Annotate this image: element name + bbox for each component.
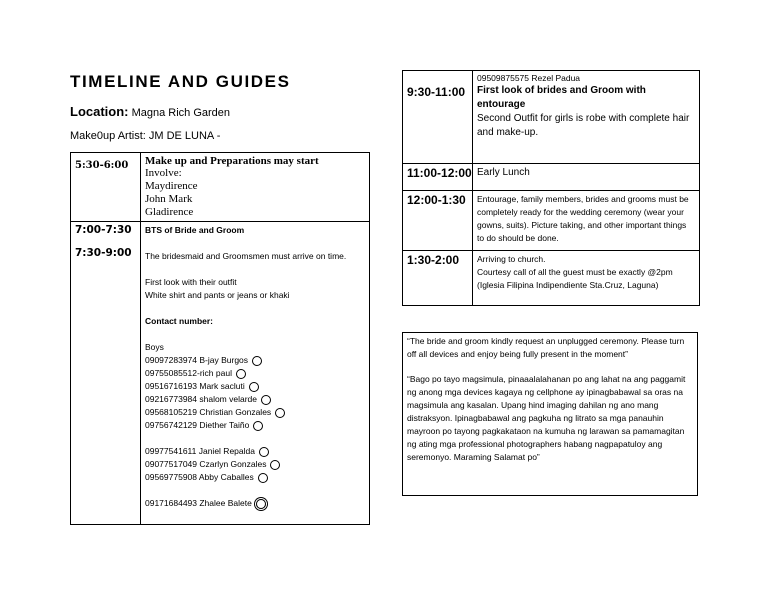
location-label: Location: bbox=[70, 104, 129, 119]
time-label: 7:00-7:30 bbox=[75, 224, 132, 236]
time-cell bbox=[71, 222, 141, 525]
contact-text: 09569775908 Abby Caballes bbox=[145, 472, 254, 482]
notice-english: “The bride and groom kindly request an unplugged ceremony. Please turn off all devices and enjoy being fully present in the moment” bbox=[407, 336, 685, 359]
contact-entry bbox=[145, 419, 365, 432]
right-schedule-table bbox=[402, 70, 700, 306]
spacer bbox=[145, 484, 365, 497]
activity-line: Gladirence bbox=[145, 206, 194, 218]
time-cell bbox=[403, 71, 473, 164]
time-cell bbox=[403, 251, 473, 306]
boys-label: Boys bbox=[145, 342, 164, 352]
contact-text: 09509875575 Rezel Padua bbox=[477, 73, 581, 83]
activity-cell bbox=[473, 71, 700, 164]
activity-heading: BTS of Bride and Groom bbox=[145, 225, 245, 235]
left-schedule-table bbox=[70, 152, 370, 525]
spacer bbox=[145, 302, 365, 315]
contact-label: Contact number: bbox=[145, 316, 213, 326]
contact-text: 09755085512-rich paul bbox=[145, 368, 232, 378]
activity-cell bbox=[141, 153, 370, 222]
circle-icon bbox=[256, 499, 266, 509]
contact-text: 09097283974 B-jay Burgos bbox=[145, 355, 249, 365]
contact-text: 09977541611 Janiel Repalda bbox=[145, 446, 255, 456]
contact-entry bbox=[145, 471, 365, 484]
contact-entry bbox=[145, 406, 365, 419]
spacer bbox=[145, 432, 365, 445]
spacer bbox=[145, 263, 365, 276]
schedule-row bbox=[71, 222, 370, 525]
contact-entry bbox=[145, 458, 365, 471]
circle-icon bbox=[261, 395, 271, 405]
circle-icon bbox=[259, 447, 269, 457]
time-label: 1:30-2:00 bbox=[407, 253, 460, 267]
activity-cell bbox=[473, 251, 700, 306]
spacer bbox=[145, 237, 365, 250]
contact-entry bbox=[145, 367, 365, 380]
time-cell bbox=[403, 164, 473, 191]
schedule-row bbox=[403, 251, 700, 306]
location-line bbox=[70, 104, 230, 119]
schedule-row bbox=[403, 71, 700, 164]
outfit-note: First look with their outfit bbox=[145, 277, 237, 287]
contact-entry bbox=[145, 445, 365, 458]
activity-detail: Entourage, family members, brides and grooms must be completely ready for the wedding ceremony (wear your gowns, suits). Picture taking, and other important things to do should be done. bbox=[477, 194, 689, 243]
activity-detail: Arriving to church. bbox=[477, 254, 546, 264]
activity-detail: Early Lunch bbox=[477, 167, 530, 178]
contact-text: 09077517049 Czarlyn Gonzales bbox=[145, 459, 267, 469]
page-title: TIMELINE AND GUIDES bbox=[70, 72, 291, 91]
unplugged-notice bbox=[402, 332, 698, 496]
contact-text: 09216773984 shalom velarde bbox=[145, 394, 258, 404]
makeup-artist-line: Make0up Artist: JM DE LUNA - bbox=[70, 130, 221, 142]
schedule-row bbox=[71, 153, 370, 222]
activity-line: John Mark bbox=[145, 193, 193, 205]
activity-line: Involve: bbox=[145, 167, 182, 179]
circle-icon bbox=[270, 460, 280, 470]
contact-entry bbox=[145, 393, 365, 406]
circle-icon bbox=[253, 421, 263, 431]
contact-entry bbox=[145, 497, 365, 510]
circle-icon bbox=[252, 356, 262, 366]
circle-icon bbox=[275, 408, 285, 418]
activity-line: Maydirence bbox=[145, 180, 198, 192]
activity-heading: First look of brides and Groom with entourage bbox=[477, 85, 646, 110]
activity-heading: Make up and Preparations may start bbox=[145, 155, 319, 167]
circle-icon bbox=[236, 369, 246, 379]
time-cell bbox=[71, 153, 141, 222]
spacer bbox=[145, 328, 365, 341]
activity-detail: Second Outfit for girls is robe with complete hair and make-up. bbox=[477, 113, 690, 138]
contact-entry bbox=[145, 354, 365, 367]
contact-text: 09756742129 Diether Taiño bbox=[145, 420, 250, 430]
notice-tagalog: “Bago po tayo magsimula, pinaaalalahanan po ang lahat na ang paggamit ng anong mga devices kagaya ng cellphone ay ipinagbabawal sa oras na magsimula ang kasalan. Upang hind imaging dahilan ng ano mang distraksyon. Ipinagbabawal ang pagkuha ng litrato sa mga panauhin mayroon po tayong pagkakataon na kumuha ng larawan sa pamamagitan ng ating mga professional photographers habang nagpapatuloy ang seremonyo. Maraming Salamat po” bbox=[407, 374, 686, 462]
circle-icon bbox=[249, 382, 259, 392]
time-cell bbox=[403, 191, 473, 251]
activity-cell bbox=[141, 222, 370, 525]
contact-text: 09516716193 Mark sacluti bbox=[145, 381, 245, 391]
contact-entry bbox=[145, 380, 365, 393]
activity-cell bbox=[473, 191, 700, 251]
time-label: 5:30-6:00 bbox=[75, 160, 129, 171]
schedule-row bbox=[403, 191, 700, 251]
contact-text: 09171684493 Zhalee Balete bbox=[145, 498, 252, 508]
time-label: 11:00-12:00 bbox=[407, 166, 472, 180]
time-label: 7:30-9:00 bbox=[75, 247, 132, 259]
activity-detail: Courtesy call of all the guest must be exactly @2pm (Iglesia Filipina Indipendiente Sta.Cruz, Laguna) bbox=[477, 267, 673, 290]
location-value: Magna Rich Garden bbox=[131, 107, 231, 119]
time-label: 9:30-11:00 bbox=[407, 85, 466, 99]
outfit-note: White shirt and pants or jeans or khaki bbox=[145, 290, 290, 300]
activity-cell bbox=[473, 164, 700, 191]
arrival-note: The bridesmaid and Groomsmen must arrive on time. bbox=[145, 251, 347, 261]
schedule-row bbox=[403, 164, 700, 191]
contact-text: 09568105219 Christian Gonzales bbox=[145, 407, 272, 417]
circle-icon bbox=[258, 473, 268, 483]
time-label: 12:00-1:30 bbox=[407, 193, 466, 207]
